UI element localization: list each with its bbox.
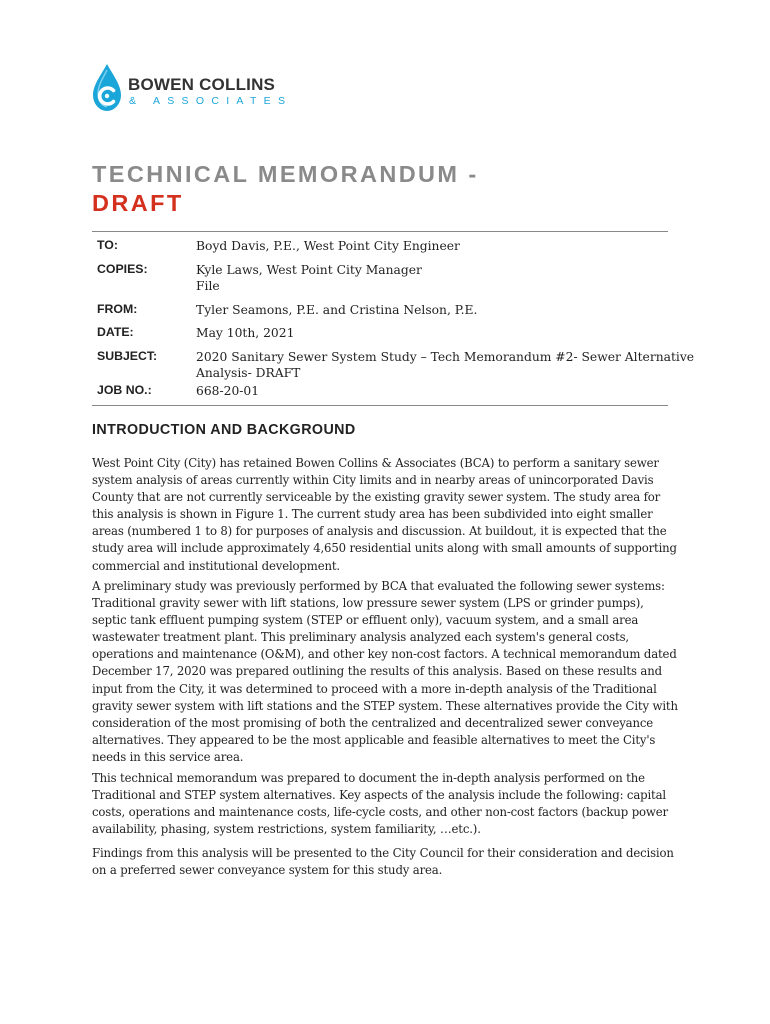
- header-bottom-divider: [92, 405, 668, 406]
- text-line: septic tank effluent pumping system (STEP or effluent only), vacuum system, and a small area: [92, 613, 639, 628]
- memo-title: TECHNICAL MEMORANDUM -: [92, 161, 479, 187]
- subject-line: Analysis- DRAFT: [196, 366, 301, 380]
- subject-label: SUBJECT:: [97, 349, 158, 363]
- water-drop-icon: [90, 63, 124, 113]
- text-line: This technical memorandum was prepared to document the in-depth analysis performed on the: [92, 771, 645, 785]
- text-line: this analysis is shown in Figure 1. The current study area has been subdivided into eight smaller: [92, 507, 653, 522]
- from-label: FROM:: [97, 302, 138, 316]
- text-line: needs in this service area.: [92, 749, 244, 764]
- job-number-label: JOB NO.:: [97, 383, 152, 397]
- text-line: A preliminary study was previously performed by BCA that evaluated the following sewer systems:: [92, 579, 665, 593]
- text-line: consideration of the most promising of both the centralized and decentralized sewer conveyance: [92, 715, 654, 730]
- copies-label: COPIES:: [97, 262, 148, 276]
- subject-line: 2020 Sanitary Sewer System Study – Tech Memorandum #2- Sewer Alternative: [196, 350, 695, 364]
- text-line: Findings from this analysis will be presented to the City Council for their consideration and decision: [92, 846, 674, 860]
- date-value: May 10th, 2021: [196, 326, 295, 340]
- draft-label: DRAFT: [92, 190, 184, 216]
- text-line: Traditional and STEP system alternatives. Key aspects of the analysis include the following: capital: [92, 788, 667, 803]
- copies-line: File: [196, 279, 220, 293]
- text-line: December 17, 2020 was prepared outlining the results of this analysis. Based on these results and: [92, 664, 662, 679]
- body-paragraph: [92, 578, 680, 766]
- body-paragraph: [92, 455, 680, 575]
- text-line: input from the City, it was determined to proceed with a more in-depth analysis of the Traditional: [92, 681, 657, 696]
- job-number-value: 668-20-01: [196, 384, 260, 398]
- text-line: costs, operations and maintenance costs, life-cycle costs, and other non-cost factors (backup power: [92, 805, 668, 820]
- header-top-divider: [92, 231, 668, 232]
- text-line: areas (numbered 1 to 8) for purposes of analysis and discussion. At buildout, it is expected that the: [92, 524, 667, 539]
- text-line: West Point City (City) has retained Bowen Collins & Associates (BCA) to perform a sanitary sewer: [92, 456, 659, 470]
- text-line: on a preferred sewer conveyance system for this study area.: [92, 863, 443, 878]
- logo-company-subtitle: & ASSOCIATES: [129, 95, 293, 107]
- from-value: Tyler Seamons, P.E. and Cristina Nelson, P.E.: [196, 303, 478, 317]
- text-line: wastewater treatment plant. This preliminary analysis analyzed each system's general costs,: [92, 630, 629, 645]
- section-heading: INTRODUCTION AND BACKGROUND: [92, 422, 356, 438]
- date-label: DATE:: [97, 325, 134, 339]
- text-line: gravity sewer system with lift stations and the STEP system. These alternatives provide the City with: [92, 698, 678, 713]
- subject-value: [196, 349, 694, 381]
- to-value: Boyd Davis, P.E., West Point City Engineer: [196, 239, 460, 253]
- text-line: alternatives. They appeared to be the most applicable and feasible alternatives to meet the City's: [92, 732, 656, 747]
- text-line: study area will include approximately 4,650 residential units along with small amounts of supporting: [92, 541, 677, 556]
- logo-company-name: BOWEN COLLINS: [128, 75, 276, 94]
- text-line: Traditional gravity sewer with lift stations, low pressure sewer system (LPS or grinder pumps),: [92, 596, 644, 611]
- text-line: operations and maintenance (O&M), and other key non-cost factors. A technical memorandum dated: [92, 647, 677, 662]
- text-line: County that are not currently serviceable by the existing gravity sewer system. The study area for: [92, 490, 661, 505]
- body-paragraph: [92, 770, 680, 838]
- copies-value: [196, 262, 422, 294]
- text-line: commercial and institutional development.: [92, 558, 340, 573]
- to-label: TO:: [97, 238, 118, 252]
- text-line: availability, phasing, system restrictions, system familiarity, …etc.).: [92, 822, 481, 837]
- body-paragraph: [92, 845, 680, 879]
- text-line: system analysis of areas currently within City limits and in nearby areas of unincorporated Davis: [92, 473, 654, 488]
- company-logo: [90, 63, 293, 113]
- copies-line: Kyle Laws, West Point City Manager: [196, 263, 422, 277]
